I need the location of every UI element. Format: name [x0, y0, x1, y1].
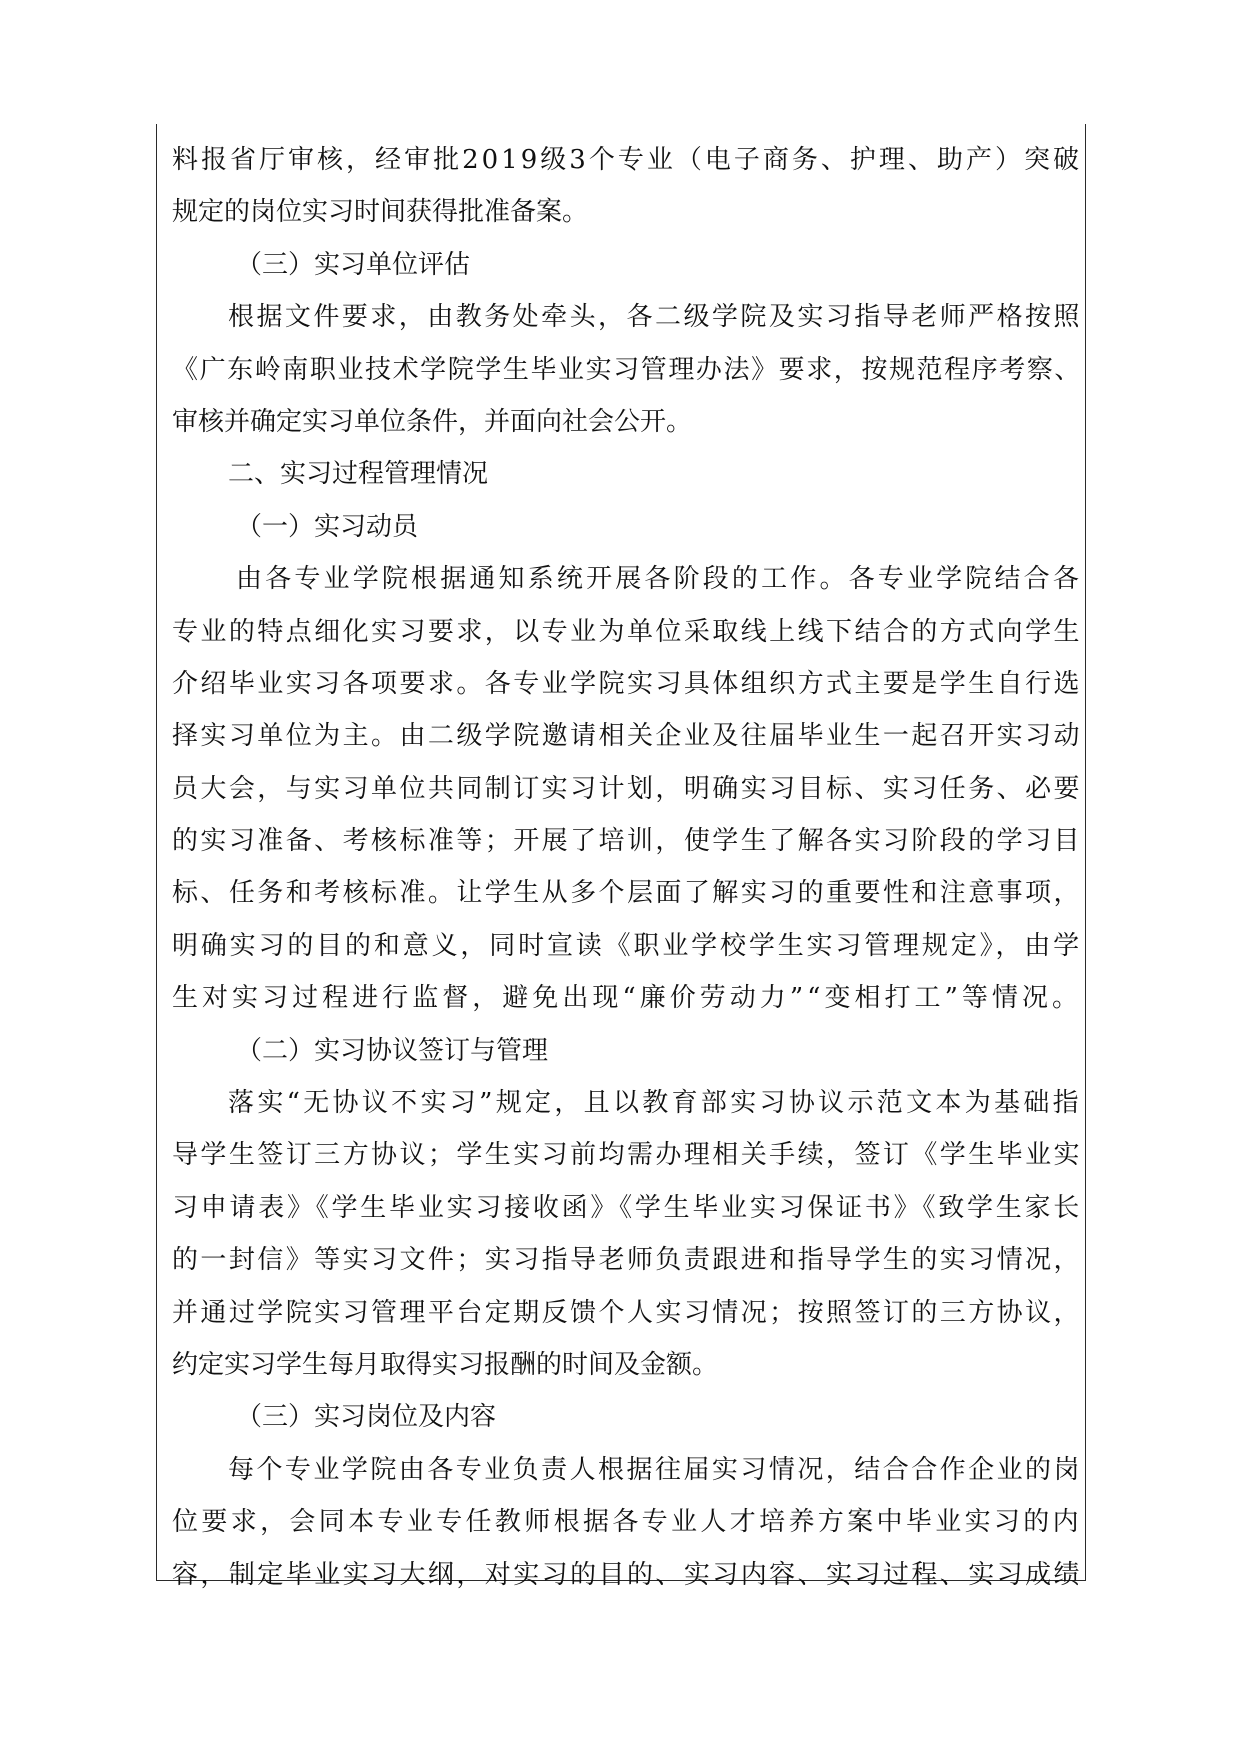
text-line: 审核并确定实习单位条件，并面向社会公开。 — [172, 406, 693, 437]
text-line: 位要求，会同本专业专任教师根据各专业人才培养方案中毕业实习的内 — [172, 1507, 1082, 1538]
text-line: 每个专业学院由各专业负责人根据往届实习情况，结合合作企业的岗 — [228, 1454, 1082, 1485]
text-line: 根据文件要求，由教务处牵头，各二级学院及实习指导老师严格按照 — [228, 302, 1082, 333]
text-line: （三）实习岗位及内容 — [236, 1402, 497, 1433]
text-line: 生对实习过程进行监督，避免出现“廉价劳动力”“变相打工”等情况。 — [172, 983, 1082, 1014]
text-line: 介绍毕业实习各项要求。各专业学院实习具体组织方式主要是学生自行选 — [172, 668, 1082, 699]
text-line: 的一封信》等实习文件；实习指导老师负责跟进和指导学生的实习情况， — [172, 1245, 1082, 1276]
text-line: 由各专业学院根据通知系统开展各阶段的工作。各专业学院结合各 — [236, 564, 1082, 595]
text-line: 料报省厅审核，经审批2019级3个专业（电子商务、护理、助产）突破 — [172, 145, 1082, 175]
text-line: （三）实习单位评估 — [236, 249, 471, 280]
text-line: 《广东岭南职业技术学院学生毕业实习管理办法》要求，按规范程序考察、 — [172, 354, 1082, 385]
text-line: 择实习单位为主。由二级学院邀请相关企业及往届毕业生一起召开实习动 — [172, 721, 1082, 752]
text-line: 二、实习过程管理情况 — [228, 459, 489, 490]
text-line: 约定实习学生每月取得实习报酬的时间及金额。 — [172, 1349, 719, 1380]
text-line: （一）实习动员 — [236, 511, 419, 542]
document-body — [172, 134, 1082, 1601]
text-line: （二）实习协议签订与管理 — [236, 1035, 549, 1066]
text-line: 规定的岗位实习时间获得批准备案。 — [172, 197, 589, 228]
text-line: 习申请表》《学生毕业实习接收函》《学生毕业实习保证书》《致学生家长 — [172, 1192, 1082, 1223]
text-line: 的实习准备、考核标准等；开展了培训，使学生了解各实习阶段的学习目 — [172, 826, 1082, 857]
text-line: 落实“无协议不实习”规定，且以教育部实习协议示范文本为基础指 — [228, 1088, 1082, 1119]
text-line: 容，制定毕业实习大纲，对实习的目的、实习内容、实习过程、实习成绩 — [172, 1559, 1082, 1590]
text-line: 并通过学院实习管理平台定期反馈个人实习情况；按照签订的三方协议， — [172, 1297, 1082, 1328]
text-line: 员大会，与实习单位共同制订实习计划，明确实习目标、实习任务、必要 — [172, 773, 1082, 804]
text-line: 标、任务和考核标准。让学生从多个层面了解实习的重要性和注意事项， — [172, 878, 1082, 909]
text-line: 专业的特点细化实习要求，以专业为单位采取线上线下结合的方式向学生 — [172, 616, 1082, 647]
text-line: 导学生签订三方协议；学生实习前均需办理相关手续，签订《学生毕业实 — [172, 1140, 1082, 1171]
text-line: 明确实习的目的和意义，同时宣读《职业学校学生实习管理规定》，由学 — [172, 930, 1082, 961]
